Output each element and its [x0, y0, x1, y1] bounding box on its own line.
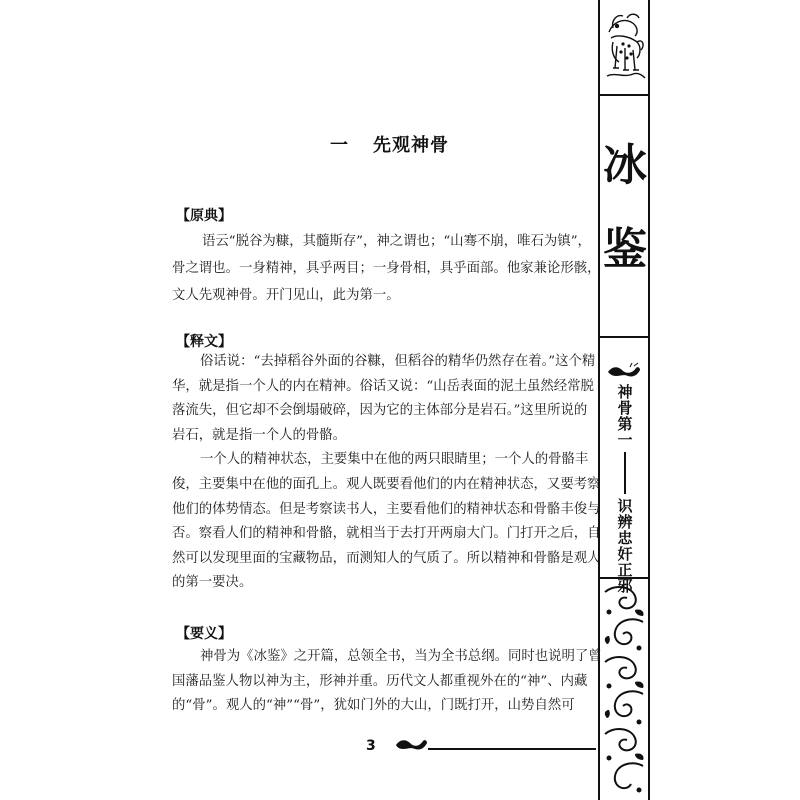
qilin-illustration-icon [603, 8, 647, 88]
side-divider-middle [598, 336, 650, 338]
original-line: 文人先观神骨。开门见山，此为第一。 [172, 288, 400, 303]
translation-line: 然可以发现里面的宝藏物品，而测知人的气质了。所以精神和骨骼是观人 [172, 550, 601, 566]
heading-number: 一 [330, 135, 349, 156]
essentials-paragraph [172, 645, 602, 719]
chapter-char: 识 [617, 497, 633, 515]
side-title-char-1: 冰 [603, 140, 647, 191]
dragon-ornament-icon [606, 362, 642, 380]
footer-rule [428, 748, 596, 750]
chapter-char: 骨 [617, 399, 633, 417]
essentials-label: 【要义】 [176, 626, 232, 642]
essentials-line: 的“骨”。观人的“神”“骨”，犹如门外的大山，门既打开，山势自然可 [172, 698, 575, 714]
floral-pattern-icon [601, 582, 647, 796]
side-title-char-2: 鉴 [603, 224, 647, 275]
original-line: 骨之谓也。一身精神，具乎两目；一身骨相，具乎面部。他家兼论形骸， [172, 261, 601, 276]
original-text-paragraph [172, 228, 601, 309]
chapter-char: 邪 [617, 577, 633, 595]
translation-line: 岩石，就是指一个人的骨骼。 [172, 427, 347, 443]
chapter-char: 正 [617, 561, 633, 579]
translation-line: 俊，主要集中在他的面孔上。观人既要看他们的内在精神状态，又要考察 [172, 476, 601, 492]
translation-line: 他们的体势情态。但是考察读书人，主要看他们的精神状态和骨骼丰俊与 [172, 501, 601, 517]
side-divider-top [598, 94, 650, 96]
page-number: 3 [366, 738, 376, 754]
essentials-line: 国藩品鉴人物以神为主，形神并重。历代文人都重视外在的“神”、内藏 [172, 673, 588, 689]
translation-line: 一个人的精神状态，主要集中在他的两只眼睛里；一个人的骨骼丰 [200, 452, 589, 468]
translation-paragraph [172, 350, 601, 596]
heading-title: 先观神骨 [373, 135, 449, 156]
translation-line: 的第一要决。 [172, 575, 253, 591]
translation-label: 【释文】 [176, 334, 232, 350]
essentials-line: 神骨为《冰鉴》之开篇，总领全书，当为全书总纲。同时也说明了曾 [200, 649, 602, 664]
chapter-char: 一 [617, 431, 633, 449]
side-chapter-title [607, 384, 643, 594]
original-line: 语云“脱谷为糠，其髓斯存”，神之谓也；“山骞不崩，唯石为镇”， [202, 234, 591, 249]
chapter-char: 奸 [617, 545, 633, 563]
chapter-char: 辨 [617, 513, 633, 531]
translation-line: 否。察看人们的精神和骨骼，就相当于去打开两扇大门。门打开之后，自 [172, 526, 601, 542]
translation-line: 俗话说：“去掉稻谷外面的谷糠，但稻谷的精华仍然存在着。”这个精 [200, 354, 596, 369]
translation-line: 落流失，但它却不会倒塌破碎，因为它的主体部分是岩石。”这里所说的 [172, 403, 588, 419]
chapter-char: 神 [617, 383, 633, 401]
footer-dragon-icon [394, 736, 428, 752]
section-heading [330, 131, 449, 157]
chapter-dash [624, 452, 626, 494]
original-text-label: 【原典】 [176, 208, 232, 224]
chapter-char: 第 [617, 415, 633, 433]
translation-line: 华，就是指一个人的内在精神。俗话又说：“山岳表面的泥土虽然经常脱 [172, 378, 594, 394]
chapter-char: 忠 [617, 529, 633, 547]
